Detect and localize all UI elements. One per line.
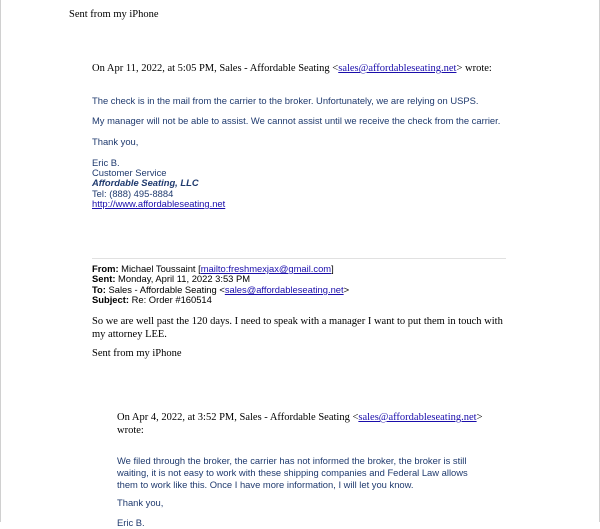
quote1-header <box>92 62 492 75</box>
quote1-header-email-link[interactable]: sales@affordableseating.net <box>338 63 457 74</box>
quote2-thanks: Thank you, <box>117 497 164 508</box>
fwd-to-email-link[interactable]: sales@affordableseating.net <box>224 284 344 295</box>
quote1-signature-tel: Tel: (888) 495-8884 <box>92 188 174 199</box>
fwd-to-label: To: <box>92 284 106 295</box>
quote1-signature-name: Eric B. <box>92 157 120 168</box>
fwd-from-end: ] <box>331 263 334 274</box>
quote2-header-email-link[interactable]: sales@affordableseating.net <box>358 412 477 423</box>
quote1-header-suffix: > wrote: <box>456 63 492 74</box>
fwd-to-prefix: Sales - Affordable Seating < <box>105 284 225 295</box>
quote2-header <box>117 411 483 424</box>
quote2-header-prefix: On Apr 4, 2022, at 3:52 PM, Sales - Affordable Seating < <box>117 412 359 423</box>
fwd-sent-label: Sent: <box>92 273 116 284</box>
fwd-subject-value: Re: Order #160514 <box>128 294 212 305</box>
fwd-body: So we are well past the 120 days. I need to speak with a manager I want to put them in touch with my attorney LEE. <box>92 316 503 340</box>
quote1-paragraph-1: The check is in the mail from the carrier to the broker. Unfortunately, we are relying on USPS. <box>92 95 479 106</box>
sent-from-iphone-top: Sent from my iPhone <box>69 9 159 20</box>
quote2-header-suffix: > <box>476 412 483 423</box>
fwd-sent-from-iphone: Sent from my iPhone <box>92 348 182 359</box>
fwd-from-email-link[interactable]: mailto:freshmexjax@gmail.com <box>200 263 332 274</box>
quote1-paragraph-2: My manager will not be able to assist. We cannot assist until we receive the check from the carrier. <box>92 115 501 126</box>
fwd-from-label: From: <box>92 263 119 274</box>
quote2-header-wrote: wrote: <box>117 425 144 436</box>
fwd-from-name: Michael Toussaint [ <box>118 263 201 274</box>
quote1-header-prefix: On Apr 11, 2022, at 5:05 PM, Sales - Affordable Seating < <box>92 63 339 74</box>
quote1-signature-company: Affordable Seating, LLC <box>92 177 199 188</box>
fwd-subject-line <box>92 294 212 306</box>
quote1-thanks: Thank you, <box>92 136 139 147</box>
fwd-subject-label: Subject: <box>92 294 129 305</box>
quote1-signature-url-link[interactable]: http://www.affordableseating.net <box>92 198 226 209</box>
quote2-signature-name-partial: Eric B. <box>117 517 145 528</box>
fwd-to-suffix: > <box>343 284 350 295</box>
quote2-paragraph-1: We filed through the broker, the carrier has not informed the broker, the broker is still waiting, it is not easy to work with these shipping companies and Federal Law allows them to work like this. Once I have more information, I will let you know. <box>117 455 468 490</box>
fwd-sent-value: Monday, April 11, 2022 3:53 PM <box>115 273 251 284</box>
quote1-signature-title: Customer Service <box>92 167 167 178</box>
forward-separator <box>92 258 506 259</box>
